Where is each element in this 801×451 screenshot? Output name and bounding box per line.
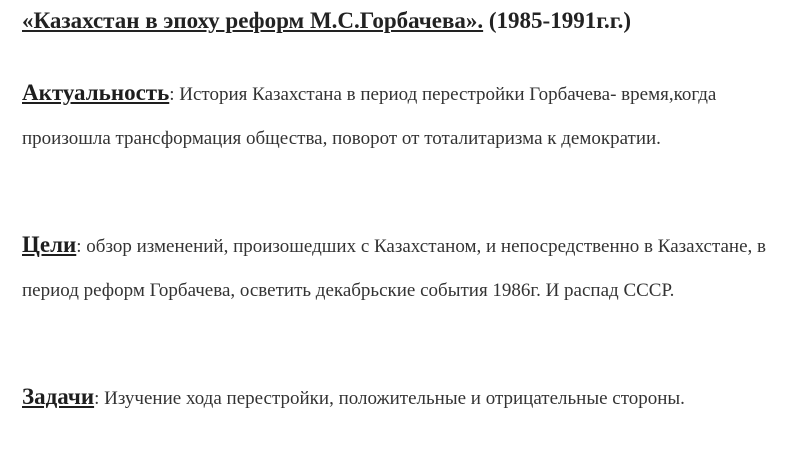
section-tasks-heading: Задачи <box>22 384 95 409</box>
section-tasks <box>22 375 792 421</box>
section-goals-heading: Цели <box>22 232 77 257</box>
document-title <box>22 8 631 34</box>
section-relevance-heading: Актуальность <box>22 80 170 105</box>
section-goals-text: : обзор изменений, произошедших с Казахстаном, и непосредственно в Казахстане, в период реформ Горбачева, осветить декабрьские события 1986г. И распад СССР. <box>22 236 766 301</box>
section-relevance <box>22 71 792 161</box>
section-relevance-text: : История Казахстана в период перестройки Горбачева- время,когда произошла трансформация общества, поворот от тоталитаризма к демократии. <box>22 84 717 149</box>
section-tasks-text: : Изучение хода перестройки, положительные и отрицательные стороны. <box>94 388 685 409</box>
title-topic: «Казахстан в эпоху реформ М.С.Горбачева». <box>22 8 484 33</box>
section-goals <box>22 223 792 313</box>
title-years: (1985-1991г.г.) <box>483 8 632 33</box>
